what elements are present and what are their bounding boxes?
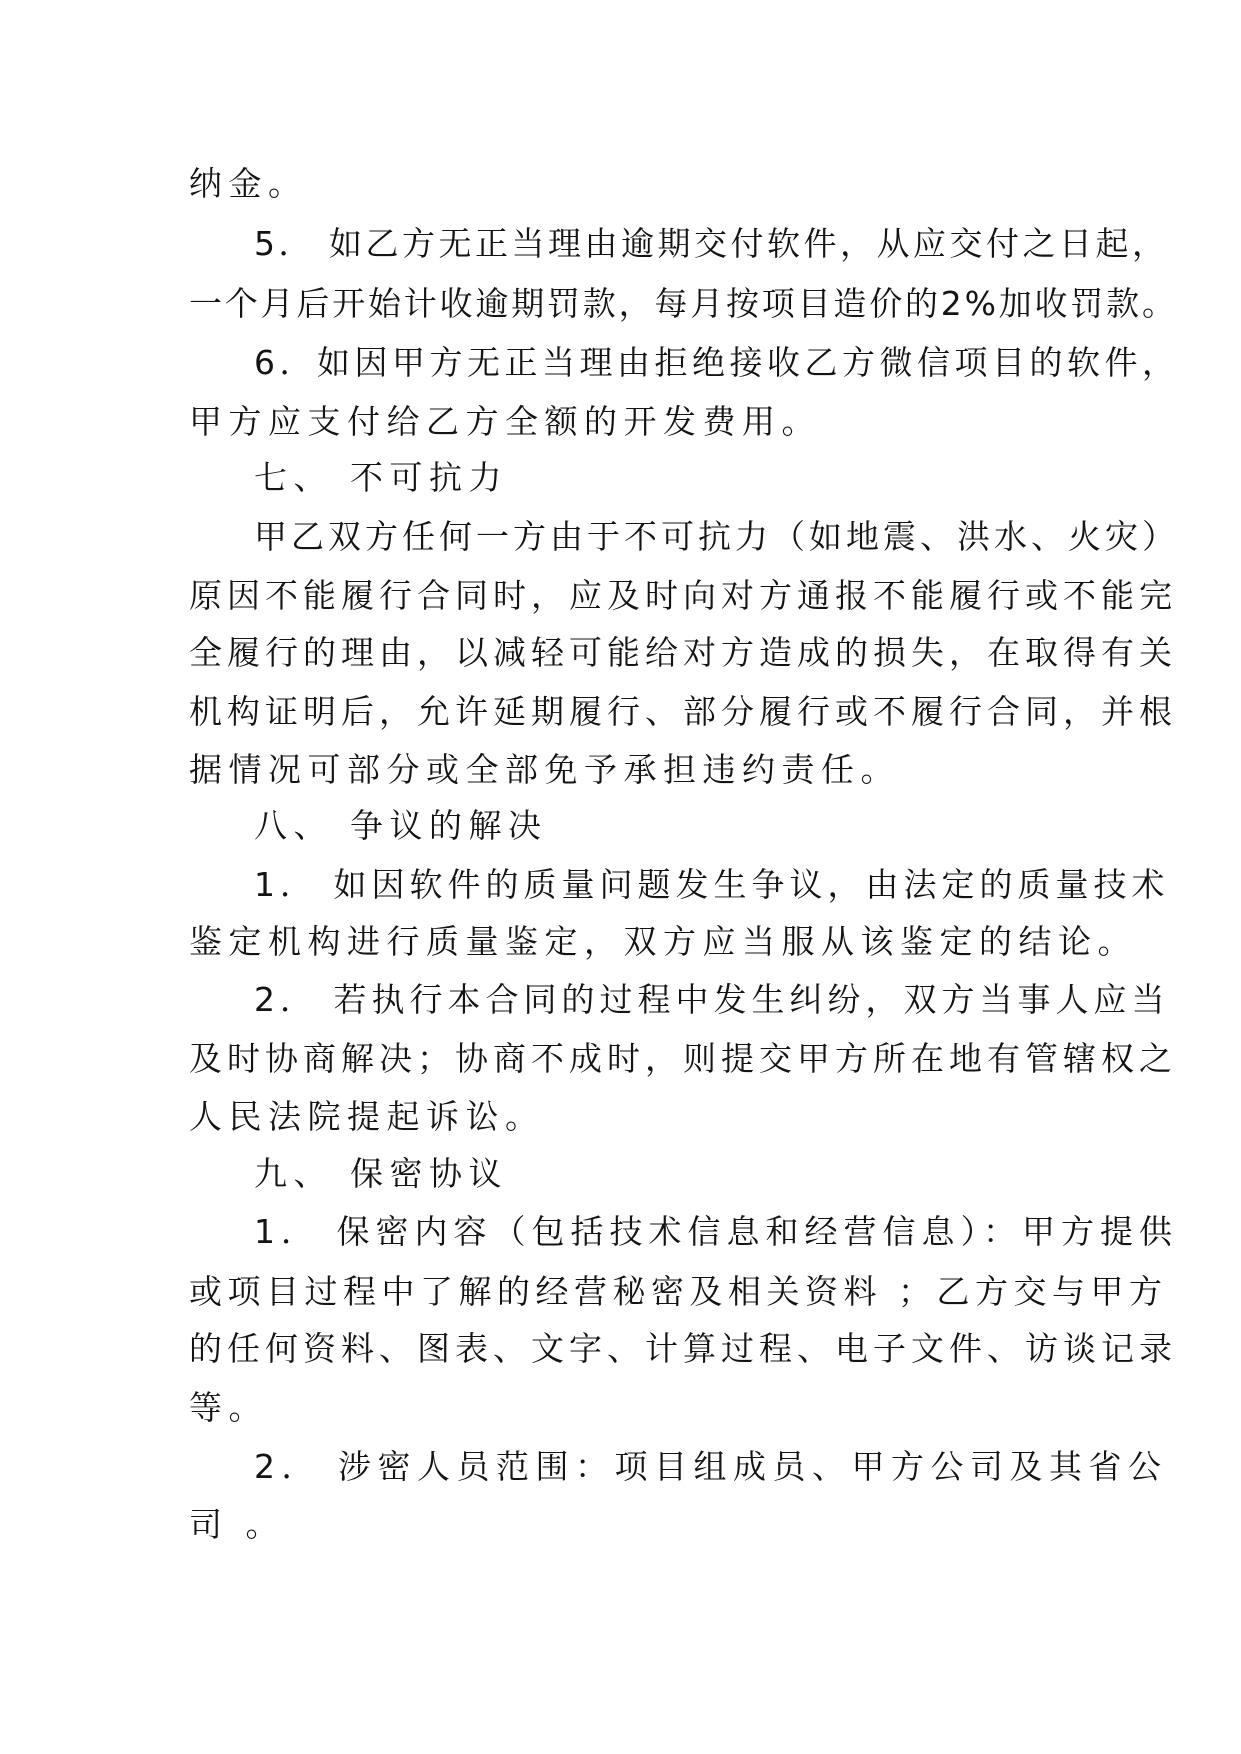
section-heading: 七、 不可抗力 bbox=[254, 458, 508, 497]
text-line: 5． 如乙方无正当理由逾期交付软件，从应交付之日起， bbox=[254, 224, 1169, 263]
text-line: 2． 涉密人员范围：项目组成员、甲方公司及其省公 bbox=[254, 1447, 1168, 1486]
text-line: 的任何资料、图表、文字、计算过程、电子文件、访谈记录 bbox=[189, 1329, 1177, 1368]
text-line: 人民法院提起诉讼。 bbox=[189, 1097, 545, 1136]
section-heading: 八、 争议的解决 bbox=[254, 806, 548, 845]
section-heading: 九、 保密协议 bbox=[254, 1154, 508, 1193]
text-line: 原因不能履行合同时，应及时向对方通报不能履行或不能完 bbox=[189, 576, 1177, 615]
text-line: 6．如因甲方无正当理由拒绝接收乙方微信项目的软件， bbox=[254, 343, 1180, 382]
text-line: 甲乙双方任何一方由于不可抗力（如地震、洪水、火灾） bbox=[254, 517, 1179, 556]
text-line: 鉴定机构进行质量鉴定，双方应当服从该鉴定的结论。 bbox=[189, 922, 1137, 961]
text-line: 1． 保密内容（包括技术信息和经营信息）：甲方提供 bbox=[254, 1212, 1178, 1251]
text-line: 1． 如因软件的质量问题发生争议，由法定的质量技术 bbox=[254, 865, 1170, 904]
text-line: 或项目过程中了解的经营秘密及相关资料 ；乙方交与甲方 bbox=[189, 1272, 1168, 1311]
text-line: 据情况可部分或全部免予承担违约责任。 bbox=[189, 750, 900, 789]
text-line: 一个月后开始计收逾期罚款，每月按项目造价的2%加收罚款。 bbox=[189, 284, 1178, 323]
text-line: 全履行的理由，以减轻可能给对方造成的损失，在取得有关 bbox=[189, 633, 1177, 672]
text-line: 司 。 bbox=[189, 1505, 285, 1544]
text-line: 纳金。 bbox=[189, 164, 308, 203]
text-line: 2． 若执行本合同的过程中发生纠纷，双方当事人应当 bbox=[254, 980, 1170, 1019]
text-line: 甲方应支付给乙方全额的开发费用。 bbox=[189, 402, 821, 441]
text-line: 机构证明后，允许延期履行、部分履行或不履行合同，并根 bbox=[189, 692, 1177, 731]
text-line: 等。 bbox=[189, 1388, 268, 1427]
text-line: 及时协商解决；协商不成时，则提交甲方所在地有管辖权之 bbox=[189, 1039, 1177, 1078]
